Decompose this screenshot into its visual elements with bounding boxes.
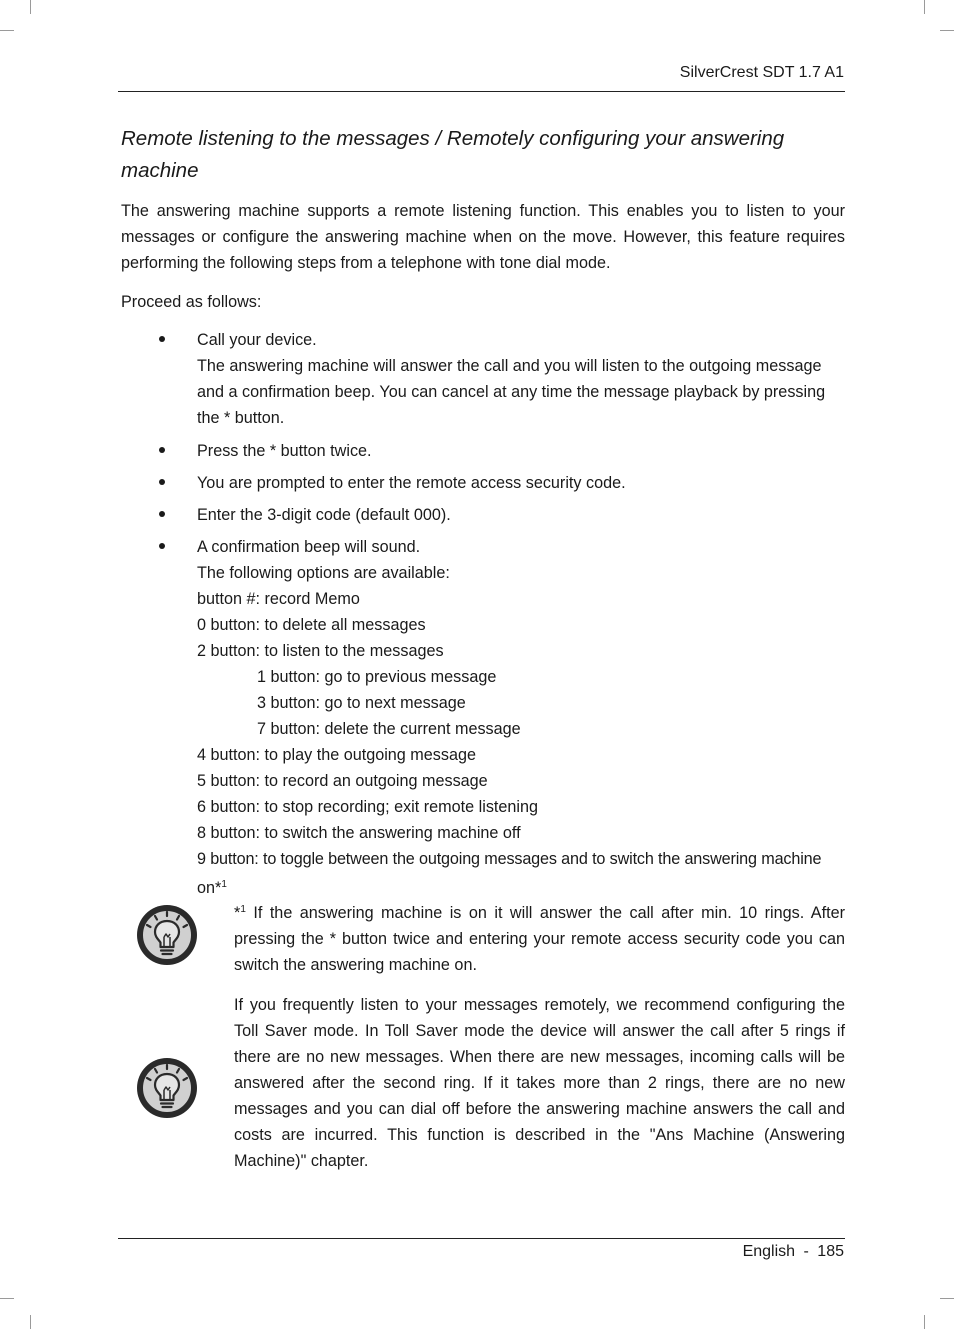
step-text: You are prompted to enter the remote access security code. [197,474,626,492]
footer-language: English [742,1243,796,1260]
crop-mark [924,1315,925,1329]
bullet-icon [159,479,165,485]
header-rule [118,91,845,92]
crop-mark [30,1315,31,1329]
footnote-body: If the answering machine is on it will answer the call after min. 10 rings. After pressing the * button twice and entering your remote access security code you can switch the answering machine on. [234,904,845,974]
crop-mark [940,30,954,31]
option-line: button #: record Memo [197,590,360,608]
option-line: 6 button: to stop recording; exit remote listening [197,798,539,816]
step-text: Call your device. [197,331,317,349]
bullet-icon [159,336,165,342]
lightbulb-icon [135,1056,199,1120]
sub-option-line: 7 button: delete the current message [257,720,521,738]
bullet-icon [159,511,165,517]
step-text: Press the * button twice. [197,442,372,460]
step-detail: The answering machine will answer the call and you will listen to the outgoing message and a confirmation beep. You can cancel at any time the message playback by pressing the * button. [197,357,826,427]
proceed-text: Proceed as follows: [121,293,262,311]
option-line: 2 button: to listen to the messages [197,642,444,660]
footnote-text [234,897,845,978]
page-number: 185 [817,1243,844,1260]
toll-saver-note: If you frequently listen to your messages remotely, we recommend configuring the Toll Saver mode. In Toll Saver mode the device will answer the call after 5 rings if there are no new messages. When there are new messages, incoming calls will be answered after the second ring. If it takes more than 2 rings, there are no new messages and you can dial off before the answering machine answers the call and costs are incurred. This function is described in the "Ans Machine (Answering Machine)" chapter. [234,996,845,1170]
step-text: Enter the 3-digit code (default 000). [197,506,451,524]
sub-option-line: 1 button: go to previous message [257,668,497,686]
footer-rule [118,1238,845,1239]
step-text: A confirmation beep will sound. [197,538,421,556]
bullet-icon [159,543,165,549]
crop-mark [940,1298,954,1299]
option-line-word: on [197,879,216,897]
options-intro: The following options are available: [197,564,450,582]
section-title: Remote listening to the messages / Remotely configuring your answering machine [121,127,785,182]
footnote-ref: 1 [221,879,227,890]
page-footer [743,1243,844,1261]
intro-paragraph: The answering machine supports a remote listening function. This enables you to listen to your messages or configure the answering machine when on the move. However, this feature requires performing the following steps from a telephone with tone dial mode. [121,202,845,272]
sub-option-line: 3 button: go to next message [257,694,466,712]
footnote-mark: * [215,879,222,897]
crop-mark [0,1298,14,1299]
option-line: 8 button: to switch the answering machine off [197,824,521,842]
running-header: SilverCrest SDT 1.7 A1 [679,64,844,81]
crop-mark [30,0,31,14]
lightbulb-icon [135,903,199,967]
option-line: 0 button: to delete all messages [197,616,426,634]
footnote-mark: * [234,904,241,922]
crop-mark [0,30,14,31]
footer-separator: - [803,1243,809,1260]
bullet-icon [159,447,165,453]
crop-mark [924,0,925,14]
option-line: 5 button: to record an outgoing message [197,772,488,790]
option-line: 4 button: to play the outgoing message [197,746,476,764]
footnote-ref: 1 [240,904,246,915]
option-line: 9 button: to toggle between the outgoing messages and to switch the answering machine [197,850,822,868]
